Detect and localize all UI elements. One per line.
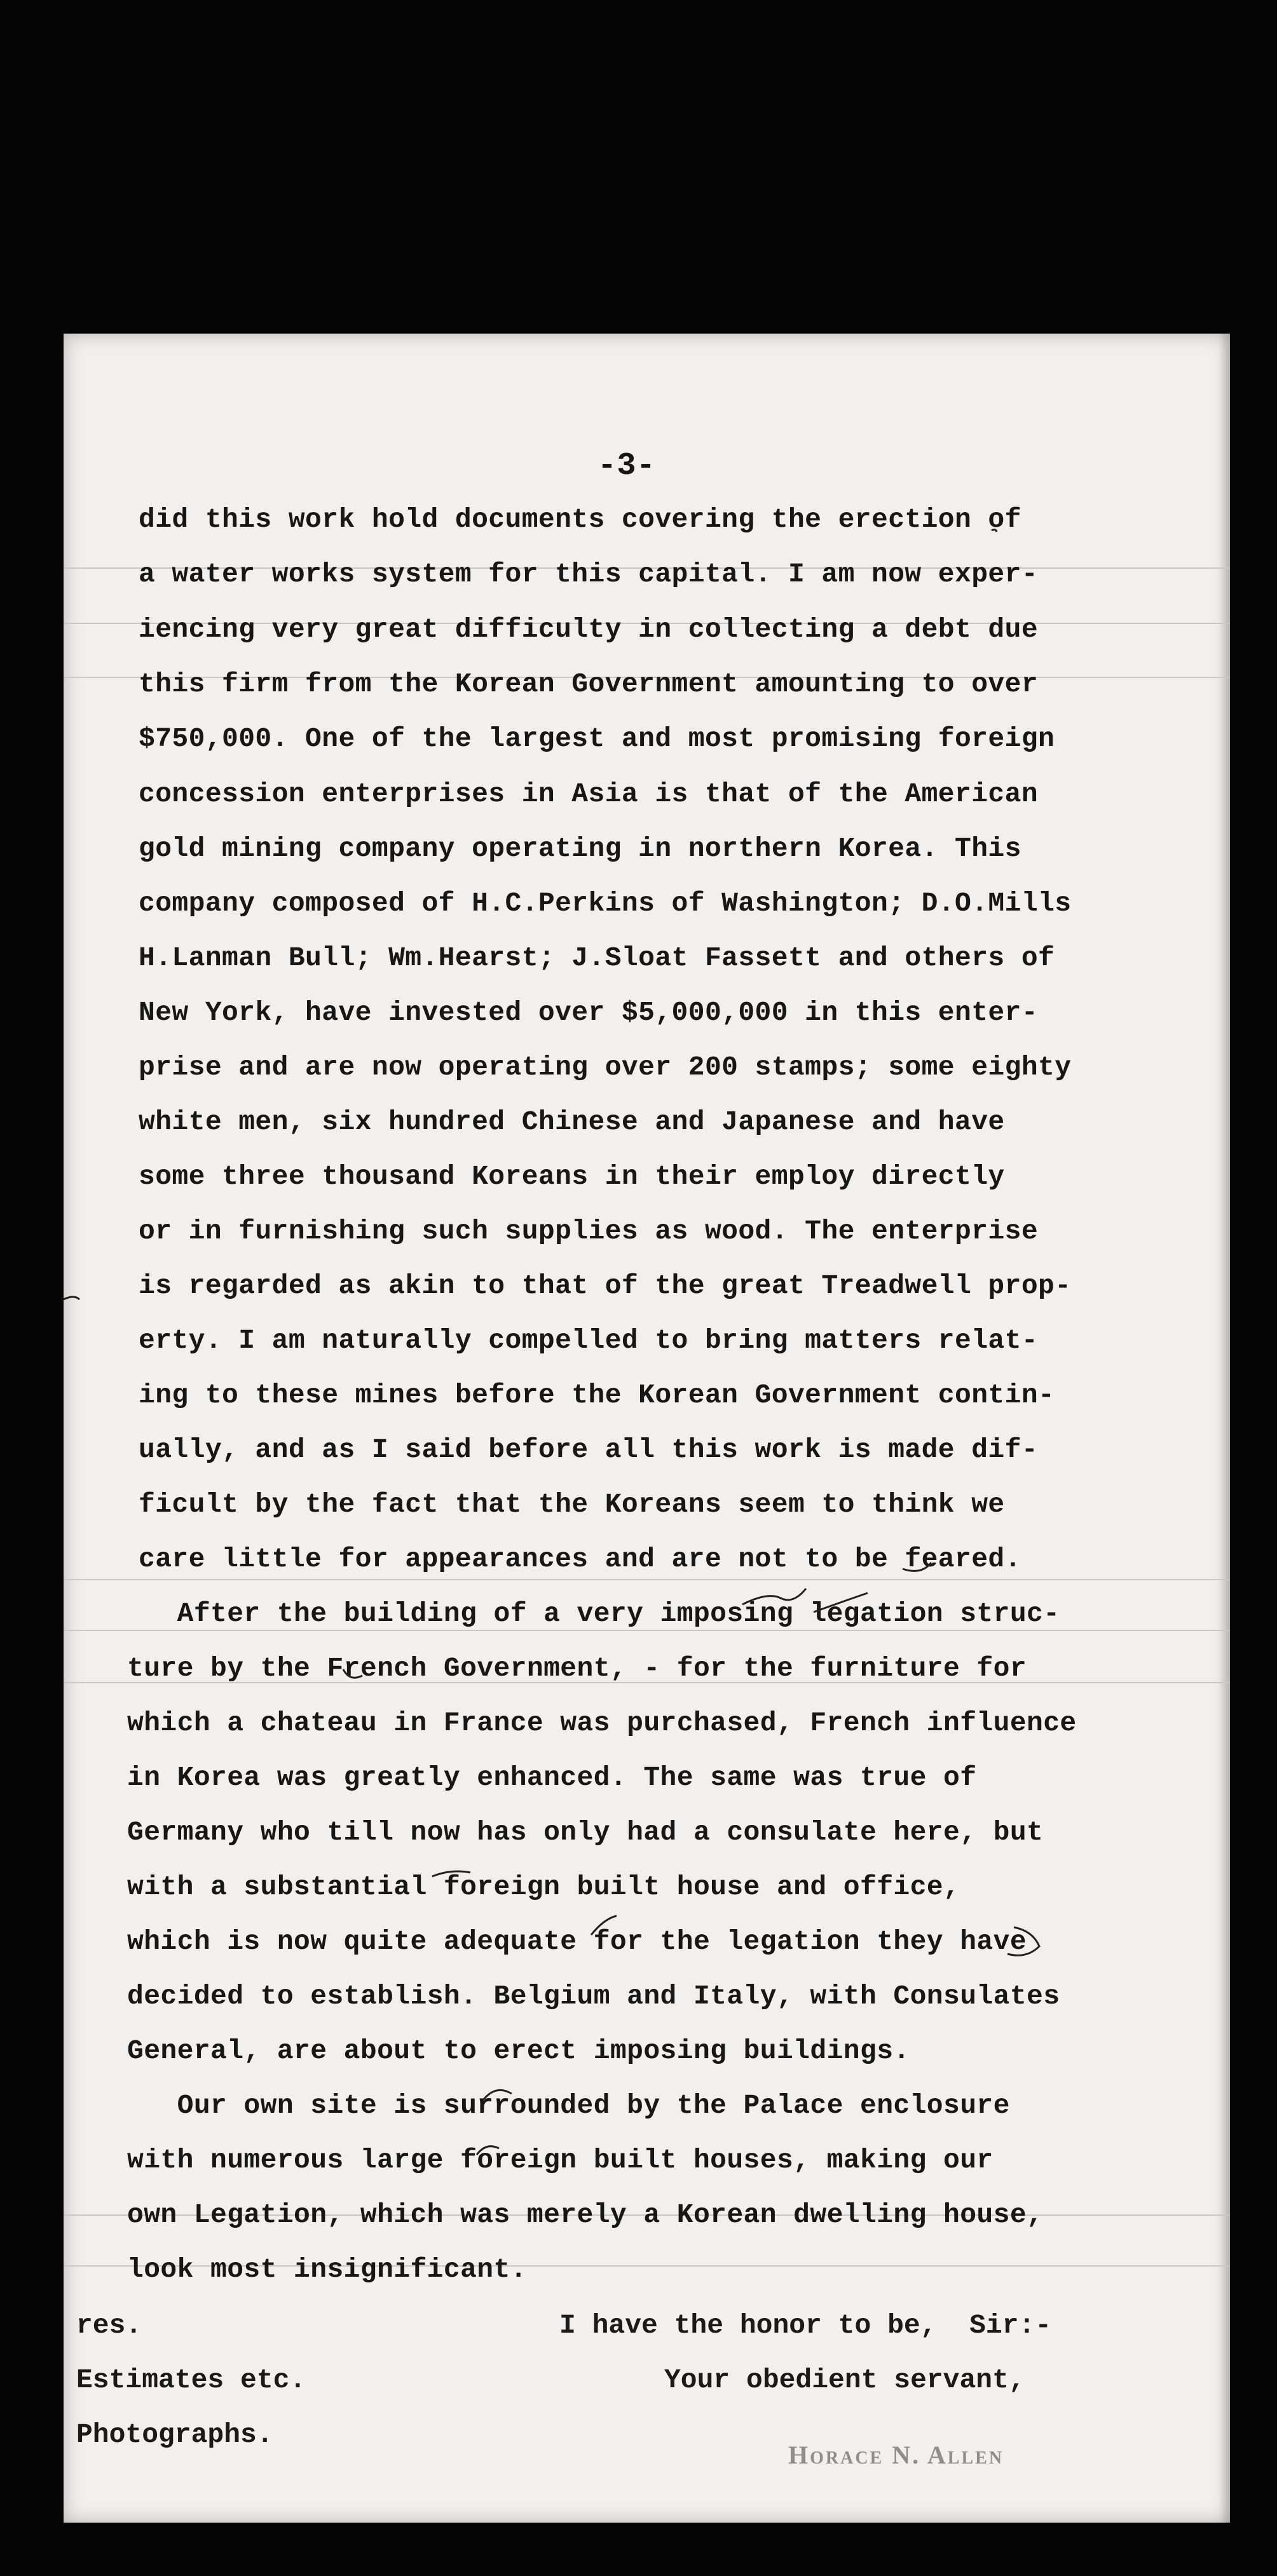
body-line: concession enterprises in Asia is that of the American [139, 778, 1039, 810]
body-line: look most insignificant. [127, 2254, 527, 2285]
body-line: gold mining company operating in northern Korea. This [139, 833, 1021, 864]
closing-salutation: I have the honor to be, Sir:- [559, 2310, 1052, 2341]
body-line: iencing very great difficulty in collecting a debt due [139, 614, 1039, 645]
body-line: $750,000. One of the largest and most promising foreign [139, 723, 1055, 754]
closing-servant: Your obedient servant, [664, 2364, 1025, 2396]
body-line: in Korea was greatly enhanced. The same was true of [127, 1762, 977, 1793]
body-line: care little for appearances and are not to be feared. [139, 1543, 1021, 1575]
body-line: ing to these mines before the Korean Government contin- [139, 1380, 1055, 1411]
body-line: ually, and as I said before all this work is made dif- [139, 1434, 1039, 1465]
body-line: ficult by the fact that the Koreans seem to think we [139, 1489, 1005, 1520]
body-line: a water works system for this capital. I am now exper- [139, 559, 1039, 590]
body-line: prise and are now operating over 200 stamps; some eighty [139, 1052, 1072, 1083]
enclosure-item: res. [76, 2310, 142, 2341]
body-line: General, are about to erect imposing buildings. [127, 2035, 910, 2066]
letter-page [64, 334, 1230, 2523]
body-line: white men, six hundred Chinese and Japanese and have [139, 1106, 1005, 1137]
body-line: with a substantial foreign built house and office, [127, 1871, 960, 1902]
body-line: H.Lanman Bull; Wm.Hearst; J.Sloat Fassett and others of [139, 942, 1055, 973]
body-line: did this work hold documents covering the erection of [139, 504, 1021, 535]
page-number: -3- [598, 448, 656, 484]
body-line: is regarded as akin to that of the great Treadwell prop- [139, 1270, 1072, 1301]
body-line: Our own site is surrounded by the Palace enclosure [127, 2090, 1010, 2121]
body-line: own Legation, which was merely a Korean dwelling house, [127, 2199, 1044, 2230]
body-line: erty. I am naturally compelled to bring matters relat- [139, 1325, 1039, 1356]
body-line: After the building of a very imposing legation struc- [127, 1598, 1060, 1629]
enclosure-item: Photographs. [76, 2419, 273, 2450]
body-line: or in furnishing such supplies as wood. The enterprise [139, 1216, 1039, 1247]
body-line: this firm from the Korean Government amounting to over [139, 668, 1039, 700]
body-line: company composed of H.C.Perkins of Washington; D.O.Mills [139, 888, 1072, 919]
body-line: some three thousand Koreans in their employ directly [139, 1161, 1005, 1192]
paper-edge-shadow [1219, 334, 1230, 2523]
enclosure-item: Estimates etc. [76, 2364, 306, 2396]
body-line: New York, have invested over $5,000,000 in this enter- [139, 997, 1039, 1028]
body-line: with numerous large foreign built houses, making our [127, 2145, 994, 2176]
signature-stamp: Horace N. Allen [788, 2441, 1004, 2469]
handwritten-corrections [64, 334, 1230, 2523]
body-line: ture by the French Government, - for the furniture for [127, 1653, 1027, 1684]
body-line: Germany who till now has only had a consulate here, but [127, 1817, 1044, 1848]
body-line: which is now quite adequate for the legation they have [127, 1926, 1027, 1957]
body-line: which a chateau in France was purchased, French influence [127, 1707, 1077, 1739]
body-line: decided to establish. Belgium and Italy, with Consulates [127, 1981, 1060, 2012]
